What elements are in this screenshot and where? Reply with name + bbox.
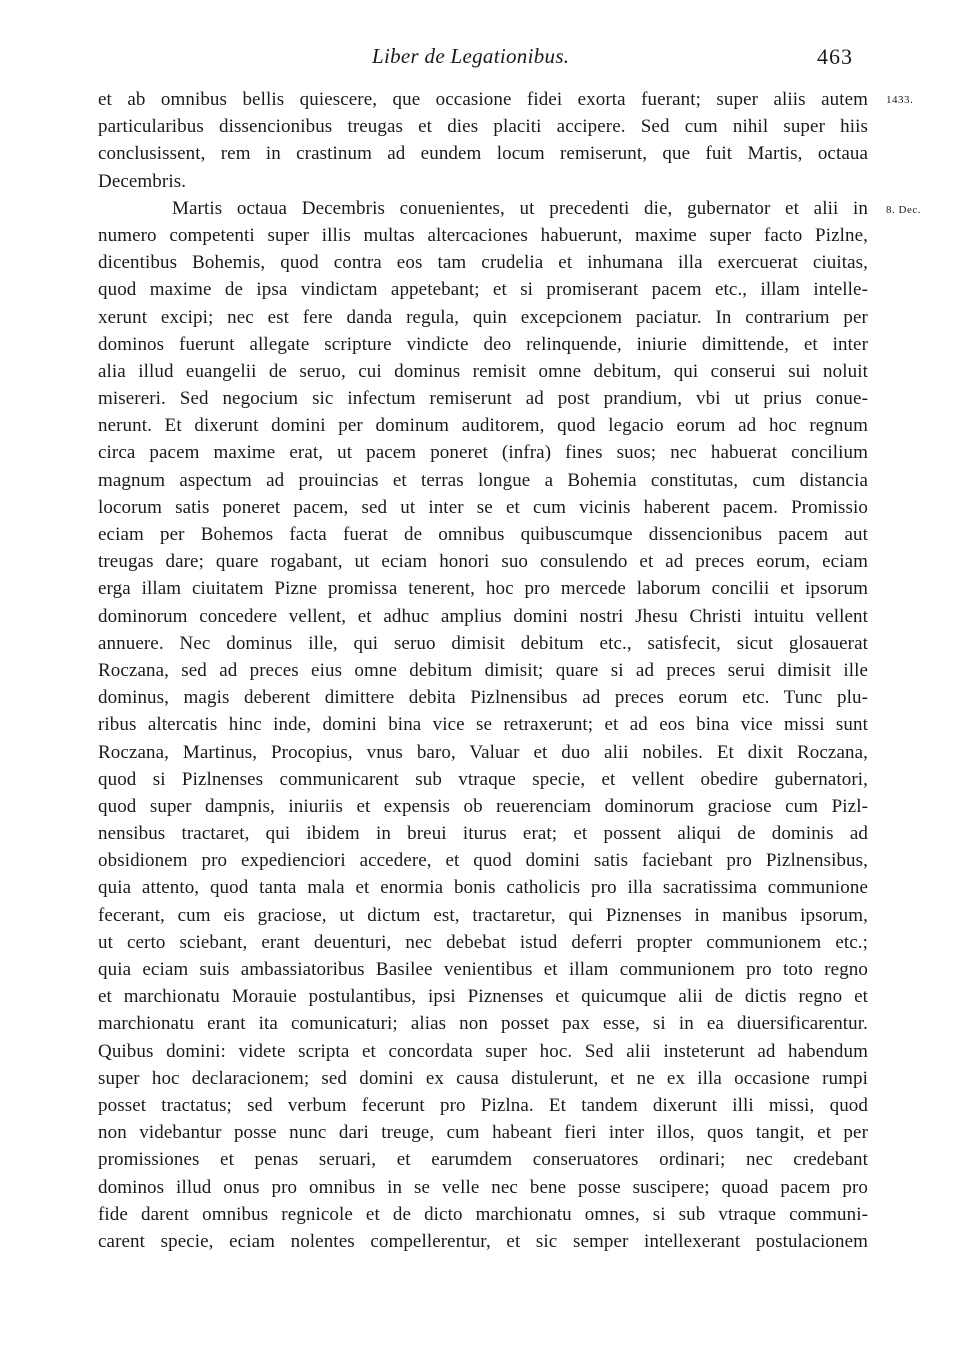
- text-line: fide darent omnibus regnicole et de dicto marchionatu omnes, si sub vtraque communi-: [98, 1203, 868, 1225]
- margin-note-year: 1433.: [886, 94, 914, 106]
- text-line: quod si Pizlnenses communicarent sub vtraque specie, et vellent obedire gubernatori,: [98, 768, 868, 790]
- text-line: Roczana, sed ad preces eius omne debitum dimisit; quare si ad preces serui dimisit ille: [98, 659, 868, 681]
- text-line: annuere. Nec dominus ille, qui seruo dimisit debitum etc., satisfecit, sicut glosauerat: [98, 632, 868, 654]
- text-line: et marchionatu Morauie postulantibus, ipsi Piznenses et quicumque alii de dictis regno et: [98, 986, 868, 1008]
- text-line: xerunt excipi; nec est fere danda regula, quin excepcionem paciatur. In contrarium per: [98, 306, 868, 328]
- text-line: eciam per Bohemos facta fuerat de omnibus quibuscumque dissencionibus pacem aut: [98, 524, 868, 545]
- text-line: circa pacem maxime erat, ut pacem poneret (infra) fines suos; nec habuerat concilium: [98, 442, 868, 464]
- text-line: locorum satis poneret pacem, sed ut inter se et cum vicinis haberent pacem. Promissio: [98, 496, 868, 518]
- text-line: dicentibus Bohemis, quod contra eos tam crudelia et inhumana illa exercuerat ciuitas,: [98, 252, 868, 274]
- text-line: treugas dare; quare rogabant, ut eciam honori suo consulendo et ad preces eorum, eciam: [98, 551, 868, 573]
- text-line: fecerant, cum eis graciose, ut dictum est, tractaretur, qui Piznenses in manibus ipsorum,: [98, 904, 868, 926]
- text-line: erga illam ciuitatem Pizne promissa tenerent, hoc pro mercede laborum concilii et ipsorum: [98, 578, 868, 600]
- text-line: Roczana, Martinus, Procopius, vnus baro, Valuar et duo alii nobiles. Et dixit Roczana,: [98, 741, 868, 763]
- text-line: magnum aspectum ad prouincias et terras longue a Bohemia constitutas, cum distancia: [98, 469, 868, 491]
- text-line: obsidionem pro expedienciori accedere, et quod domini satis faciebant pro Pizlnensibus,: [98, 850, 868, 872]
- text-line: promissiones et penas seruari, et earumdem conseruatores ordinari; nec credebant: [98, 1149, 868, 1171]
- text-line: dominorum concedere vellent, et adhuc amplius domini nostri Jhesu Christi intuitu vellent: [98, 605, 868, 627]
- text-line: quia attento, quod tanta mala et enormia bonis catholicis pro illa sacratissima communione: [98, 877, 868, 899]
- text-line: ribus altercatis hinc inde, domini bina vice se retraxerunt; et ad eos bina vice missi sunt: [98, 714, 868, 736]
- text-line: conclusissent, rem in crastinum ad eundem locum remiserunt, que fuit Martis, octaua: [98, 143, 868, 165]
- text-line: quia eciam suis ambassiatoribus Basilee venientibus et illam communionem pro toto regno: [98, 959, 868, 980]
- text-line: Quibus domini: videte scripta et concordata super hoc. Sed alii insteterunt ad habendum: [98, 1040, 868, 1062]
- text-line: quod super dampnis, iniuriis et expensis ob reuerenciam dominorum graciose cum Pizl-: [98, 795, 868, 817]
- text-line: dominos fuerunt allegate scripture vindicte deo relinquende, iniurie dimittende, et inter: [98, 333, 868, 355]
- body-text: [98, 86, 868, 1255]
- text-line: particularibus dissencionibus treugas et dies placiti accipere. Sed cum nihil super hiis: [98, 116, 868, 138]
- page-number: 463: [817, 44, 853, 69]
- text-line: misereri. Sed negocium sic infectum remiserunt ad post prandium, vbi ut prius conue-: [98, 388, 868, 410]
- text-line: numero competenti super illis multas altercaciones habuerunt, maxime super facto Pizlne,: [98, 224, 868, 246]
- text-line: quod maxime de ipsa vindictam appetebant; et si promiserant pacem etc., illam intelle-: [98, 279, 868, 301]
- text-line: ut certo sciebant, erant deuenturi, nec debebat istud deferri propter communionem etc.;: [98, 931, 868, 953]
- text-line: carent specie, eciam nolentes compellerentur, et sic semper intellexerant postulacionem: [98, 1230, 868, 1252]
- text-line: alia illud euangelii de seruo, cui dominus remisit omne debitum, qui conserui sui noluit: [98, 360, 868, 382]
- margin-note-date: 8. Dec.: [886, 204, 921, 216]
- text-line: dominos illud onus pro omnibus in se velle nec bene posse suscipere; quoad pacem pro: [98, 1176, 868, 1198]
- text-line: nerunt. Et dixerunt domini per dominum auditorem, quod legacio eorum ad hoc regnum: [98, 415, 868, 437]
- text-line: non videbantur posse nunc dari treuge, cum habeant fieri inter illos, quos tangit, et per: [98, 1122, 868, 1144]
- text-line: Decembris.: [98, 170, 187, 192]
- running-title: Liber de Legationibus.: [372, 44, 570, 68]
- text-line: super hoc declaracionem; sed domini ex causa distulerunt, et ne ex illa occasione rumpi: [98, 1067, 868, 1089]
- text-line: nensibus tractaret, qui ibidem in breui iturus erat; et possent aliqui de dominis ad: [98, 823, 868, 845]
- text-line: dominus, magis deberent dimittere debita Pizlnensibus ad preces eorum etc. Tunc plu-: [98, 687, 868, 709]
- text-line: Martis octaua Decembris conuenientes, ut precedenti die, gubernator et alii in: [172, 197, 868, 219]
- text-line: marchionatu erant ita comunicaturi; alias non posset pax esse, si in ea diuersificarentur.: [98, 1013, 868, 1035]
- text-line: posset tractatus; sed verbum fecerunt pro Pizlna. Et tandem dixerunt illi missi, quod: [98, 1094, 868, 1116]
- text-line: et ab omnibus bellis quiescere, que occasione fidei exorta fuerant; super aliis autem: [98, 89, 868, 110]
